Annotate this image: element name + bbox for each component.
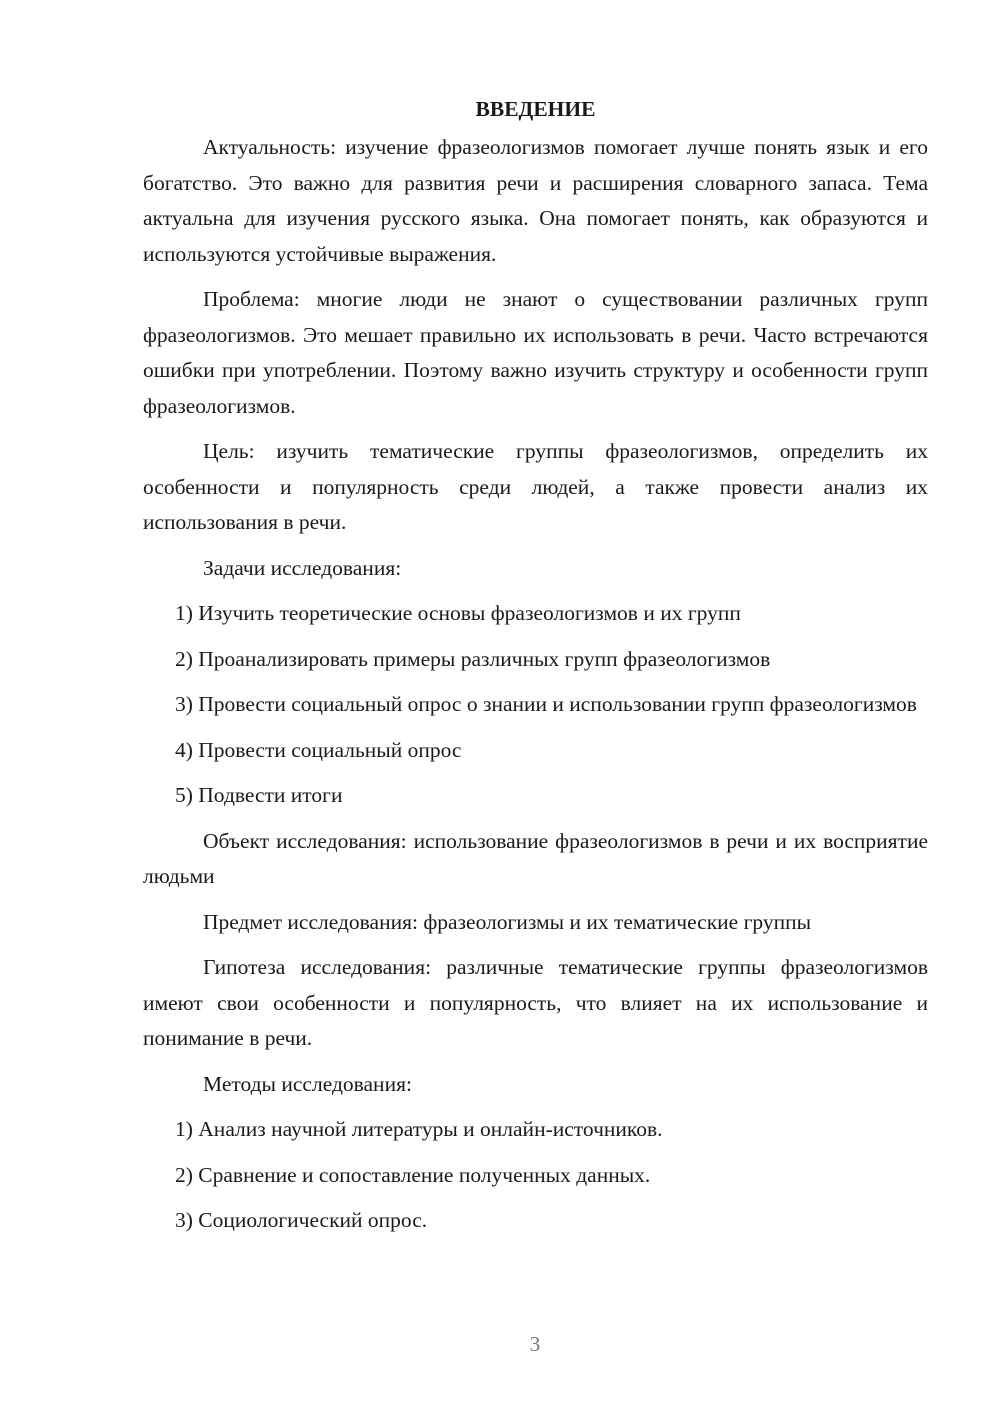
relevance-paragraph: Актуальность: изучение фразеологизмов помогает лучше понять язык и его богатство. Это важно для развития речи и расширения словарного запаса. Тема актуальна для изучения русского языка. Она помогает понять, как образуются и используются устойчивые выражения.	[143, 135, 928, 266]
page-number: 3	[529, 1332, 541, 1356]
subject-paragraph: Предмет исследования: фразеологизмы и их тематические группы	[203, 909, 812, 934]
task-item-5: 5) Подвести итоги	[175, 783, 343, 807]
method-item-1: 1) Анализ научной литературы и онлайн-источников.	[175, 1117, 663, 1141]
page-content	[143, 92, 928, 1249]
tasks-list	[143, 596, 928, 814]
methods-list	[143, 1112, 928, 1239]
task-item-3: 3) Провести социальный опрос о знании и использовании групп фразеологизмов	[175, 692, 917, 716]
method-item-3: 3) Социологический опрос.	[175, 1208, 428, 1232]
method-item-2: 2) Сравнение и сопоставление полученных данных.	[175, 1162, 651, 1187]
task-item-4: 4) Провести социальный опрос	[175, 737, 462, 762]
section-title: ВВЕДЕНИЕ	[475, 97, 596, 121]
task-item-1: 1) Изучить теоретические основы фразеологизмов и их групп	[175, 601, 741, 625]
problem-paragraph: Проблема: многие люди не знают о существовании различных групп фразеологизмов. Это мешает правильно их использовать в речи. Часто встречаются ошибки при употреблении. Поэтому важно изучить структуру и особенности групп фразеологизмов.	[143, 287, 928, 418]
methods-heading: Методы исследования:	[203, 1071, 412, 1096]
tasks-heading: Задачи исследования:	[203, 555, 402, 580]
goal-paragraph: Цель: изучить тематические группы фразеологизмов, определить их особенности и популярность среди людей, а также провести анализ их использования в речи.	[143, 439, 928, 534]
object-paragraph: Объект исследования: использование фразеологизмов в речи и их восприятие людьми	[143, 828, 928, 888]
hypothesis-paragraph: Гипотеза исследования: различные тематические группы фразеологизмов имеют свои особенности и популярность, что влияет на их использование и понимание в речи.	[143, 955, 928, 1050]
task-item-2: 2) Проанализировать примеры различных групп фразеологизмов	[175, 646, 771, 671]
